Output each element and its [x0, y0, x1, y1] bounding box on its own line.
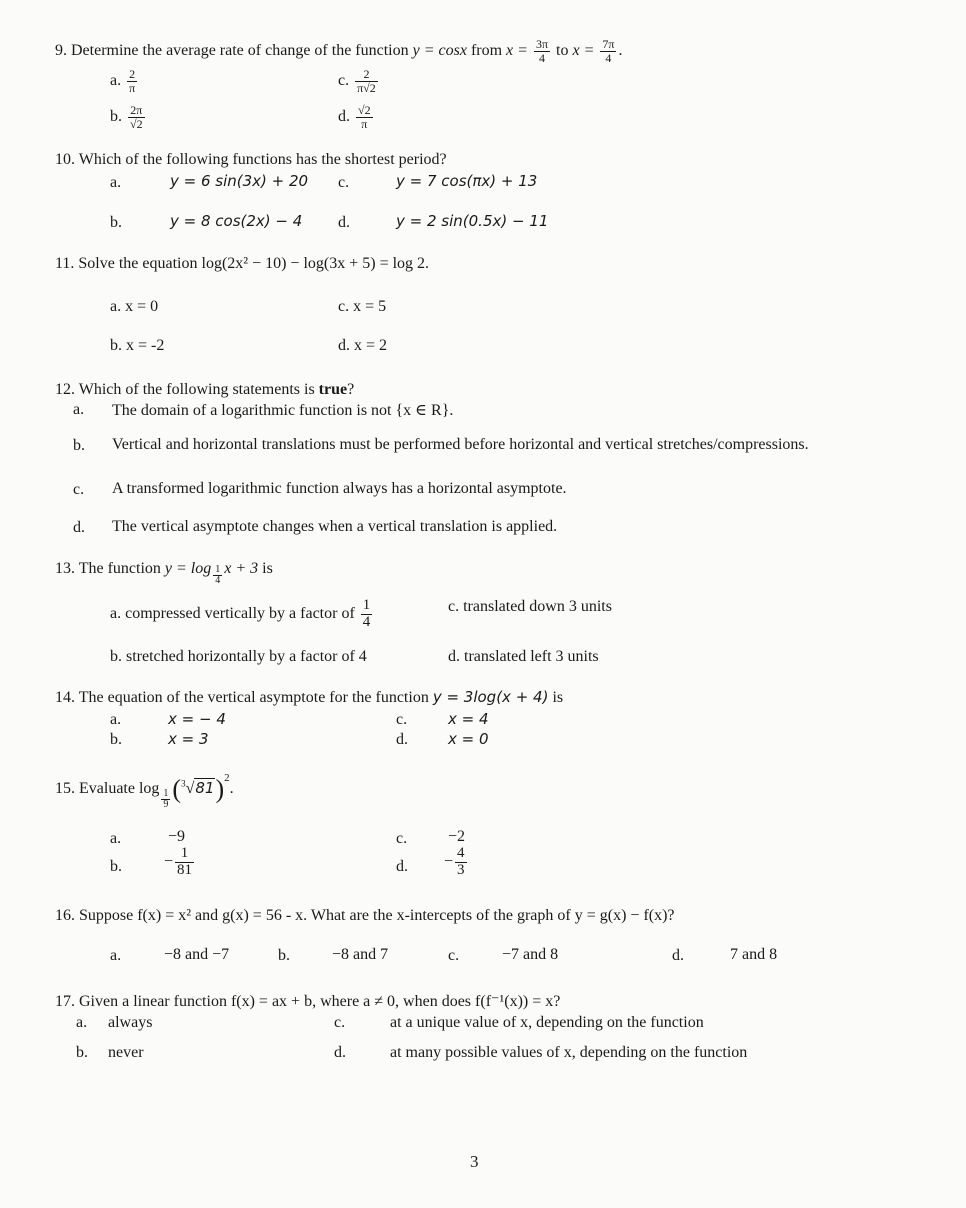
- q10-option-b[interactable]: y = 8 cos(2x) − 4: [170, 212, 303, 230]
- q11-option-b[interactable]: b. x = -2: [110, 337, 165, 354]
- q16-option-a[interactable]: −8 and −7: [164, 946, 230, 963]
- q12-option-b-label: b.: [73, 437, 85, 454]
- q12-option-c-label: c.: [73, 481, 85, 498]
- q17-option-b-label: b.: [76, 1044, 88, 1061]
- q9-option-c[interactable]: c. $\frac{2}{\pi√2}$: [338, 67, 376, 95]
- q14-option-c[interactable]: x = 4: [448, 710, 489, 728]
- q17-option-c-label: c.: [334, 1014, 346, 1031]
- q13-stem: 13. The function y = log $\frac{1}{4}$ x + 3 is: [55, 560, 273, 586]
- q12-option-b[interactable]: Vertical and horizontal translations must be performed before horizontal and vertical stretches/compressions.: [112, 436, 809, 453]
- q16-option-c[interactable]: −7 and 8: [502, 946, 559, 963]
- q16-option-d-label: d.: [672, 947, 684, 964]
- q9-option-d[interactable]: d. $\frac{√2}{\pi}$: [338, 103, 371, 131]
- q12-option-c[interactable]: A transformed logarithmic function always has a horizontal asymptote.: [112, 480, 567, 497]
- q16-stem: 16. Suppose f(x) = x² and g(x) = 56 - x. What are the x-intercepts of the graph of y = g(x) − f(x)?: [55, 907, 675, 924]
- q9-option-b[interactable]: b. $\frac{2\pi}{√2}$: [110, 103, 143, 131]
- q13-option-b[interactable]: b. stretched horizontally by a factor of 4: [110, 648, 367, 665]
- q15-stem: 15. Evaluate log $\frac{1}{9}$ $(^3√81)^2$.: [55, 772, 234, 810]
- q9-stem: 9. Determine the average rate of change of the function y = cosx from x = $\frac{3\pi}{4}$ to x = $\frac{7\pi}{4}$ .: [55, 37, 623, 65]
- q15-option-a[interactable]: −9: [168, 828, 186, 845]
- q9-option-a[interactable]: a. $\frac{2}{\pi}$: [110, 67, 136, 95]
- q10-option-b-label: b.: [110, 214, 122, 231]
- q17-option-b[interactable]: never: [108, 1044, 144, 1061]
- q15-option-d[interactable]: − $\frac{4}{3}$: [444, 845, 465, 878]
- q14-option-d[interactable]: x = 0: [448, 730, 489, 748]
- q14-option-b[interactable]: x = 3: [168, 730, 209, 748]
- q16-option-a-label: a.: [110, 947, 122, 964]
- q14-option-c-label: c.: [396, 711, 408, 728]
- q17-option-d-label: d.: [334, 1044, 346, 1061]
- q15-option-b-label: b.: [110, 858, 122, 875]
- q11-option-d[interactable]: d. x = 2: [338, 337, 388, 354]
- q14-option-a-label: a.: [110, 711, 122, 728]
- q13-option-c[interactable]: c. translated down 3 units: [448, 598, 612, 615]
- q12-option-d-label: d.: [73, 519, 85, 536]
- q16-option-d[interactable]: 7 and 8: [730, 946, 778, 963]
- q17-option-a[interactable]: always: [108, 1014, 153, 1031]
- q14-option-b-label: b.: [110, 731, 122, 748]
- q10-option-d[interactable]: y = 2 sin(0.5x) − 11: [396, 212, 549, 230]
- q16-option-b[interactable]: −8 and 7: [332, 946, 389, 963]
- page-number: 3: [470, 1152, 479, 1171]
- q10-option-d-label: d.: [338, 214, 350, 231]
- q15-option-b[interactable]: − $\frac{1}{81}$: [164, 845, 193, 878]
- q17-option-a-label: a.: [76, 1014, 88, 1031]
- q14-option-a[interactable]: x = − 4: [168, 710, 226, 728]
- q14-option-d-label: d.: [396, 731, 408, 748]
- q14-stem: 14. The equation of the vertical asymptote for the function y = 3log(x + 4) is: [55, 688, 564, 706]
- q13-option-d[interactable]: d. translated left 3 units: [448, 648, 599, 665]
- q11-stem: 11. Solve the equation log(2x² − 10) − log(3x + 5) = log 2.: [55, 255, 430, 272]
- q16-option-b-label: b.: [278, 947, 290, 964]
- q12-option-a-label: a.: [73, 401, 85, 418]
- q12-stem: 12. Which of the following statements is true?: [55, 381, 355, 398]
- q15-option-d-label: d.: [396, 858, 408, 875]
- q15-option-c[interactable]: −2: [448, 828, 466, 845]
- q10-option-a[interactable]: y = 6 sin(3x) + 20: [170, 172, 309, 190]
- q10-option-a-label: a.: [110, 174, 122, 191]
- q15-option-c-label: c.: [396, 830, 408, 847]
- q10-option-c[interactable]: y = 7 cos(πx) + 13: [396, 172, 538, 190]
- q17-stem: 17. Given a linear function f(x) = ax + b, where a ≠ 0, when does f(f⁻¹(x)) = x?: [55, 993, 561, 1010]
- q12-option-a[interactable]: The domain of a logarithmic function is not {x ∈ R}.: [112, 402, 454, 419]
- q10-stem: 10. Which of the following functions has the shortest period?: [55, 151, 447, 168]
- q11-option-c[interactable]: c. x = 5: [338, 298, 387, 315]
- q15-option-a-label: a.: [110, 830, 122, 847]
- q17-option-c[interactable]: at a unique value of x, depending on the function: [390, 1014, 704, 1031]
- q16-option-c-label: c.: [448, 947, 460, 964]
- q10-option-c-label: c.: [338, 174, 350, 191]
- q13-option-a[interactable]: a. compressed vertically by a factor of $\frac{1}{4}$: [110, 597, 371, 630]
- q17-option-d[interactable]: at many possible values of x, depending on the function: [390, 1044, 748, 1061]
- q12-option-d[interactable]: The vertical asymptote changes when a vertical translation is applied.: [112, 518, 558, 535]
- q11-option-a[interactable]: a. x = 0: [110, 298, 159, 315]
